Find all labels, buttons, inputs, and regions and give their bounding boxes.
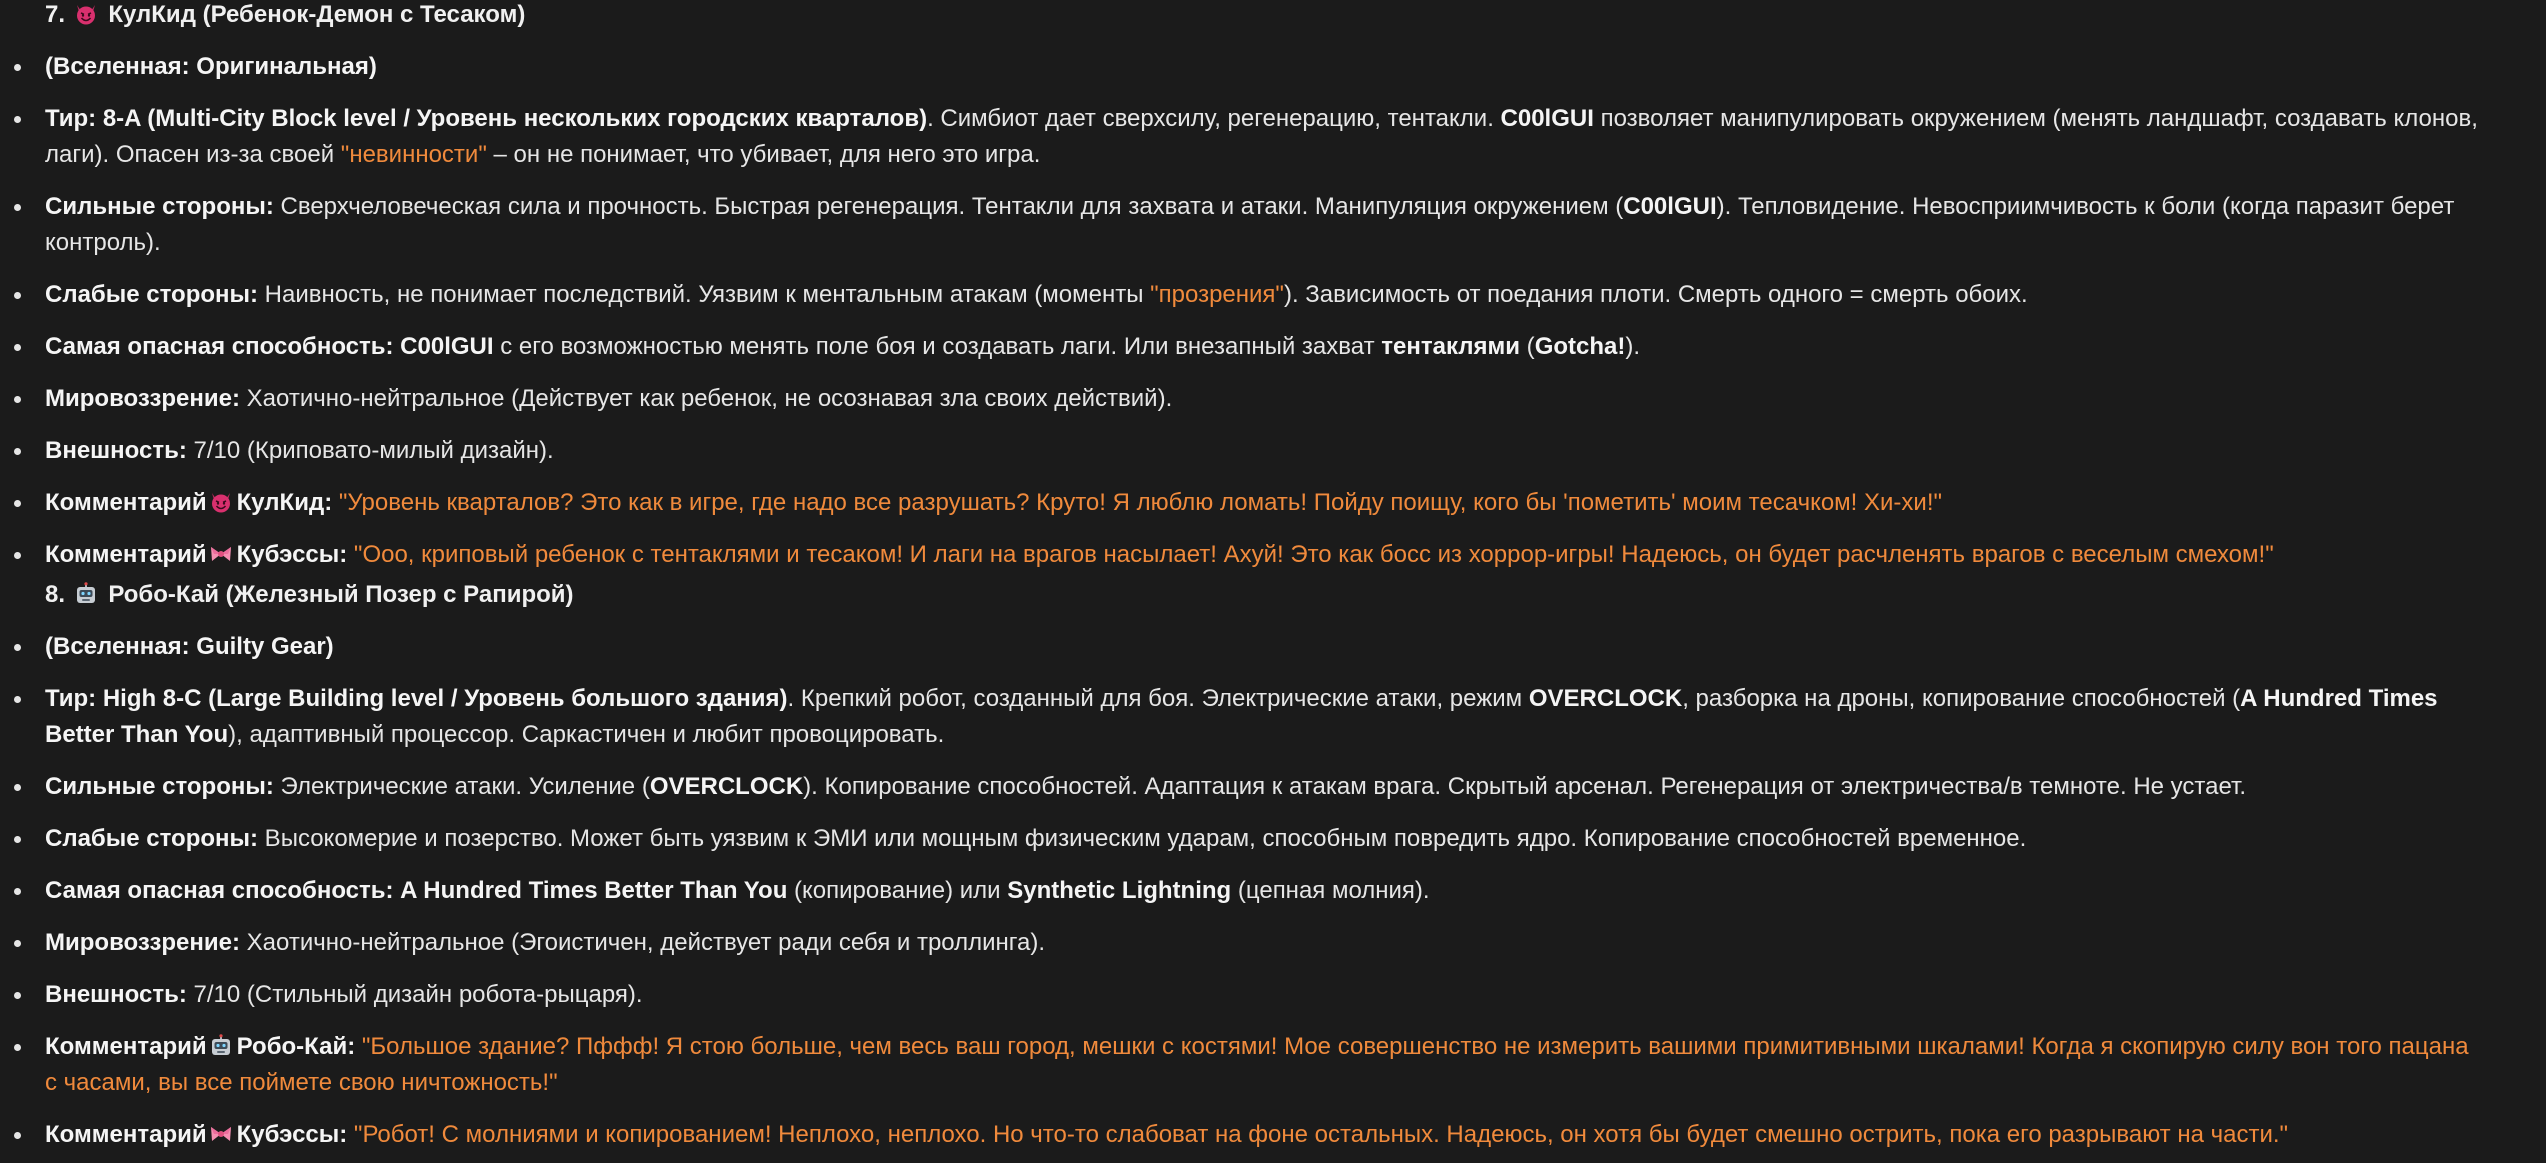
robot-face-icon <box>209 1034 233 1058</box>
list-item-weaknesses: Слабые стороны: Высокомерие и позерство. Может быть уязвим к ЭМИ или мощным физическим ударам, способным повредить ядро. Копирование способностей временное. <box>45 821 2485 857</box>
list-item-comment-kubessy: Комментарий Кубэссы: "Робот! С молниями и копированием! Неплохо, неплохо. Но что-то слабоват на фоне остальных. Надеюсь, он хотя бы будет смешно острить, пока его разрывают на части." <box>45 1117 2485 1153</box>
smiling-face-with-horns-icon <box>74 2 98 26</box>
smiling-face-with-horns-icon <box>209 490 233 514</box>
list-item-strengths: Сильные стороны: Сверхчеловеческая сила и прочность. Быстрая регенерация. Тентакли для захвата и атаки. Манипуляция окружением (C00lGUI). Тепловидение. Невосприимчивость к боли (когда паразит берет контроль). <box>45 189 2485 261</box>
list-item-universe: (Вселенная: Guilty Gear) <box>45 629 2485 665</box>
heading-name: КулКид (Ребенок-Демон с Тесаком) <box>108 1 526 28</box>
list-item-comment-character: Комментарий Робо-Кай: "Большое здание? Пффф! Я стою больше, чем весь ваш город, мешки с костями! Мое совершенство не измерить вашими примитивными шкалами! Когда я скопирую силу вон того пацана с часами, вы все поймете свою ничтожность!" <box>45 1029 2485 1101</box>
list-item-strengths: Сильные стороны: Электрические атаки. Усиление (OVERCLOCK). Копирование способностей. Адаптация к атакам врага. Скрытый арсенал. Регенерация от электричества/в темноте. Не устает. <box>45 769 2485 805</box>
list-item-dangerous-ability: Самая опасная способность: A Hundred Times Better Than You (копирование) или Synthetic Lightning (цепная молния). <box>45 873 2485 909</box>
robot-face-icon <box>74 582 98 606</box>
list-item-appearance: Внешность: 7/10 (Криповато-милый дизайн). <box>45 433 2485 469</box>
list-item-tier: Тир: 8-A (Multi-City Block level / Уровень нескольких городских кварталов). Симбиот дает сверхсилу, регенерацию, тентакли. C00lGUI позволяет манипулировать окружением (менять ландшафт, создавать клонов, лаги). Опасен из-за своей "невинности" – он не понимает, что убивает, для него это игра. <box>45 101 2485 173</box>
list-item-dangerous-ability: Самая опасная способность: C00lGUI с его возможностью менять поле боя и создавать лаги. Или внезапный захват тентаклями (Gotcha!). <box>45 329 2485 365</box>
pink-ribbon-icon <box>209 542 233 566</box>
list-item-appearance: Внешность: 7/10 (Стильный дизайн робота-рыцаря). <box>45 977 2485 1013</box>
character-heading <box>45 577 574 613</box>
list-item-comment-kubessy: Комментарий Кубэссы: "Ооо, криповый ребенок с тентаклями и тесаком! И лаги на врагов насылает! Ахуй! Это как босс из хоррор-игры! Надеюсь, он будет расчленять врагов с веселым смехом!" <box>45 537 2485 573</box>
heading-number: 8. <box>45 581 66 608</box>
list-item-alignment: Мировоззрение: Хаотично-нейтральное (Эгоистичен, действует ради себя и троллинга). <box>45 925 2485 961</box>
list-item-comment-character: Комментарий КулКид: "Уровень кварталов? Это как в игре, где надо все разрушать? Круто! Я люблю ломать! Пойду поищу, кого бы 'пометить' моим тесачком! Хи-хи!" <box>45 485 2485 521</box>
character-heading <box>45 0 525 33</box>
list-item-weaknesses: Слабые стороны: Наивность, не понимает последствий. Уязвим к ментальным атакам (моменты "прозрения"). Зависимость от поедания плоти. Смерть одного = смерть обоих. <box>45 277 2485 313</box>
pink-ribbon-icon <box>209 1122 233 1146</box>
list-item-universe: (Вселенная: Оригинальная) <box>45 49 2485 85</box>
heading-number: 7. <box>45 1 66 28</box>
list-item-tier: Тир: High 8-C (Large Building level / Уровень большого здания). Крепкий робот, созданный для боя. Электрические атаки, режим OVERCLOCK, разборка на дроны, копирование способностей (A Hundred Times Better Than You), адаптивный процессор. Саркастичен и любит провоцировать. <box>45 681 2485 753</box>
list-item-alignment: Мировоззрение: Хаотично-нейтральное (Действует как ребенок, не осознавая зла своих действий). <box>45 381 2485 417</box>
heading-name: Робо-Кай (Железный Позер с Рапирой) <box>108 581 574 608</box>
